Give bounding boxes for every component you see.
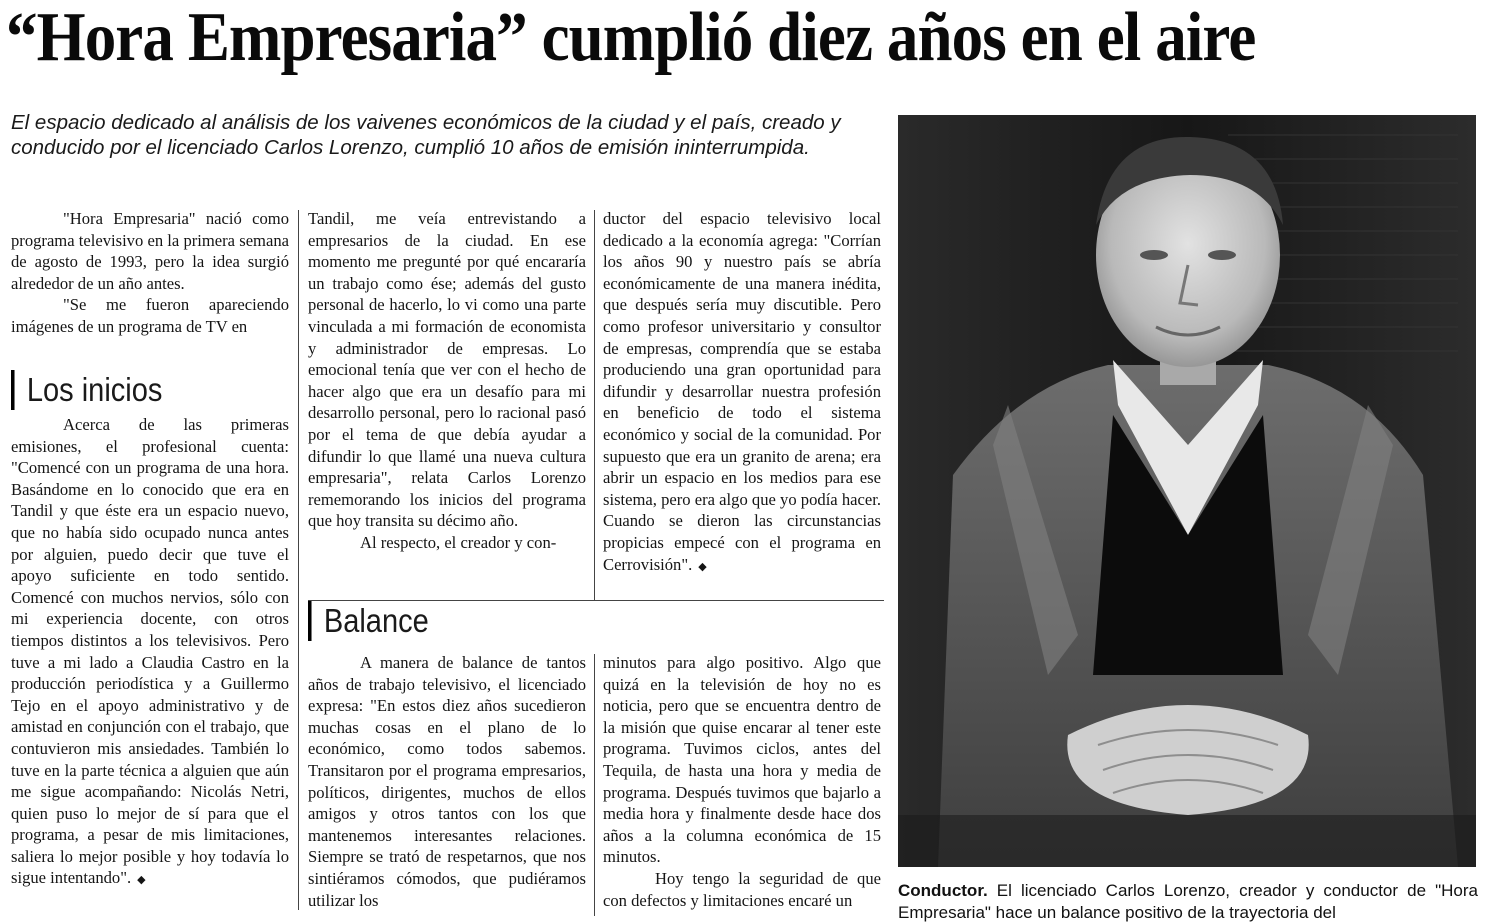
inicios-paragraph [11,414,289,892]
column-1-intro [11,208,289,338]
section-heading-inicios [11,370,162,410]
end-mark-icon: ◆ [137,874,146,887]
caption-label: Conductor. [898,881,988,900]
balance-paragraph-2: minutos para algo positivo. Algo que quizá en la televisión de hoy no es noticia, pero que se encuentra dentro de la misión que quise encarar al tener este programa. Tuvimos ciclos, antes del Tequila, de hasta una hora y media de programa. Después tuvimos que bajarlo a media hora y finalmente desde hace dos años a la columna económica de 15 minutos. [603,653,881,867]
portrait-photo [898,115,1476,867]
column-2-paragraph-1: Tandil, me veía entrevistando a empresarios de la ciudad. En ese momento me pregunté por qué encararía un trabajo como ése; además del gusto personal de hacerlo, lo vi como una parte vinculada a mi formación de economista y administrador de empresas. Lo emocional tenía que ver con el hecho de hacer algo que era un desafío para mi desarrollo personal, pero lo racional pasó por el tema de que debía ayudar a difundir lo que llamé una nueva cultura empresaria", relata Carlos Lorenzo rememorando los inicios del programa que hoy transita su décimo año. [308,209,586,531]
column-1-inicios [11,414,289,892]
end-mark-icon: ◆ [698,560,707,573]
section-heading-inicios-text: Los inicios [26,371,163,408]
subhead: El espacio dedicado al análisis de los vaivenes económicos de la ciudad y el país, creado y conducido por el licenciado Carlos Lorenzo, cumplió 10 años de emisión ininterrumpida. [11,111,841,159]
column-3-paragraph-1 [603,208,881,578]
photo-caption [898,880,1478,924]
inicios-text: Acerca de las primeras emisiones, el profesional cuenta: "Comencé con un programa de una hora. Basándome en lo conocido que era en Tandil y que éste era un espacio nuevo, que no había sido ocupado nunca antes por alguien, puedo decir que tuve el apoyo suficiente en todo sentido. Comencé con muchos nervios, sólo con mi experiencia docente, con otros tiempos distintos a los televisivos. Pero tuve a mi lado a Claudia Castro en la producción periodística y a Guillermo Tejo en el apoyo administrativo y de amistad en conjunción con el trabajo, que contuvieron mis ansiedades. También lo tuve en la parte técnica a alguien que aún me sigue acompañando: Nicolás Netri, quien puso lo mejor de sí para que el programa, a pesar de mis limitaciones, saliera lo mejor posible y hoy todavía lo sigue intentando". [11,415,289,888]
caption-text: El licenciado Carlos Lorenzo, creador y conductor de "Hora Empresaria" hace un balance positivo de la trayectoria del [898,881,1478,922]
intro-paragraph-2: "Se me fueron apareciendo imágenes de un programa de TV en [11,295,289,336]
column-3-balance [603,652,881,911]
section-heading-balance-text: Balance [323,602,429,639]
headline: “Hora Empresaria” cumplió diez años en el aire [6,0,1256,76]
column-divider [594,654,595,916]
balance-paragraph-3: Hoy tengo la seguridad de que con defectos y limitaciones encaré un [603,868,881,910]
intro-paragraph-1: "Hora Empresaria" nació como programa televisivo en la primera semana de agosto de 1993, pero la idea surgió alrededor de un año antes. [11,209,289,293]
column-3-text: ductor del espacio televisivo local dedicado a la economía agrega: "Corrían los años 90 y nuestro país se abría económicamente de una manera inédita, que después sería muy discutible. Pero como profesor universitario y consultor de empresas, comprendía que se estaba produciendo una gran oportunidad para difundir y desarrollar nuestra profesión en beneficio de todo el sistema económico y social de la comunidad. Por supuesto que era un granito de arena; era abrir un espacio en los medios para ese sistema, pero era algo que yo podía hacer. Cuando se dieron las circunstancias propicias empecé con el programa en Cerrovisión". [603,209,881,574]
balance-paragraph-1: A manera de balance de tantos años de trabajo televisivo, el licenciado expresa: "En estos diez años sucedieron muchas cosas en el plano de lo económico, como todos sabemos. Transitaron por el programa empresarios, políticos, dirigentes, muchos de ellos amigos y otros tantos con los que mantenemos interesantes relaciones. Siempre se trató de respetarnos, que nos sintiéramos cómodos, que pudiéramos utilizar los [308,653,586,910]
column-3 [603,208,881,578]
portrait-illustration [898,115,1476,867]
section-heading-balance [308,601,429,641]
column-divider [298,210,299,910]
column-2 [308,208,586,554]
column-divider [594,210,595,600]
column-2-balance [308,652,586,911]
column-2-paragraph-2: Al respecto, el creador y con- [360,532,557,552]
